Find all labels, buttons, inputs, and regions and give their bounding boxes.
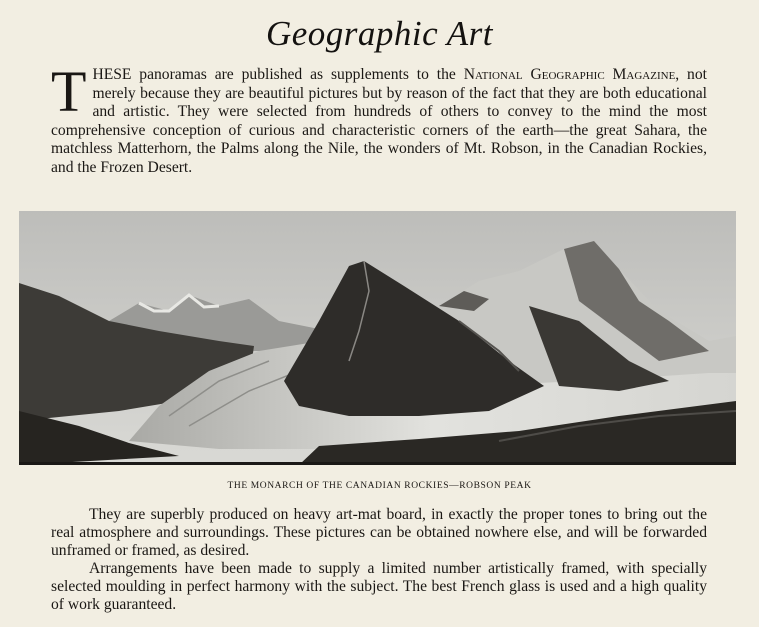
intro-text-end: , not merely because they are beautiful pictures but by reason of the fact that they are both educational and artistic. They were selected from hundreds of others to convey to the mind the most comprehensive conception of curious and characteristic corners of the earth—the great Sahara, the matchless Matterhorn, the Palms along the Nile, the wonders of Mt. Robson, in the Canadian Rockies, and the Frozen Desert.: [51, 66, 707, 176]
panorama-illustration: [19, 211, 736, 465]
intro-paragraph: [51, 59, 707, 178]
description-text: [51, 506, 707, 614]
drop-cap: T: [51, 59, 87, 124]
photo-caption: THE MONARCH OF THE CANADIAN ROCKIES—ROBSON PEAK: [227, 481, 532, 491]
page-title: Geographic Art: [265, 14, 494, 53]
robson-peak-photograph: [19, 211, 736, 465]
magazine-name: National Geographic Magazine: [463, 66, 676, 83]
description-paragraph-1: They are superbly produced on heavy art-mat board, in exactly the proper tones to bring out the real atmosphere and surroundings. These pictures can be obtained nowhere else, and will be forwarded unframed or framed, as desired.: [51, 506, 707, 559]
intro-text-start: HESE panoramas are published as supplements to the: [92, 66, 464, 83]
description-paragraph-2: Arrangements have been made to supply a limited number artistically framed, with specially selected moulding in perfect harmony with the subject. The best French glass is used and a high quality of work guaranteed.: [51, 560, 707, 613]
